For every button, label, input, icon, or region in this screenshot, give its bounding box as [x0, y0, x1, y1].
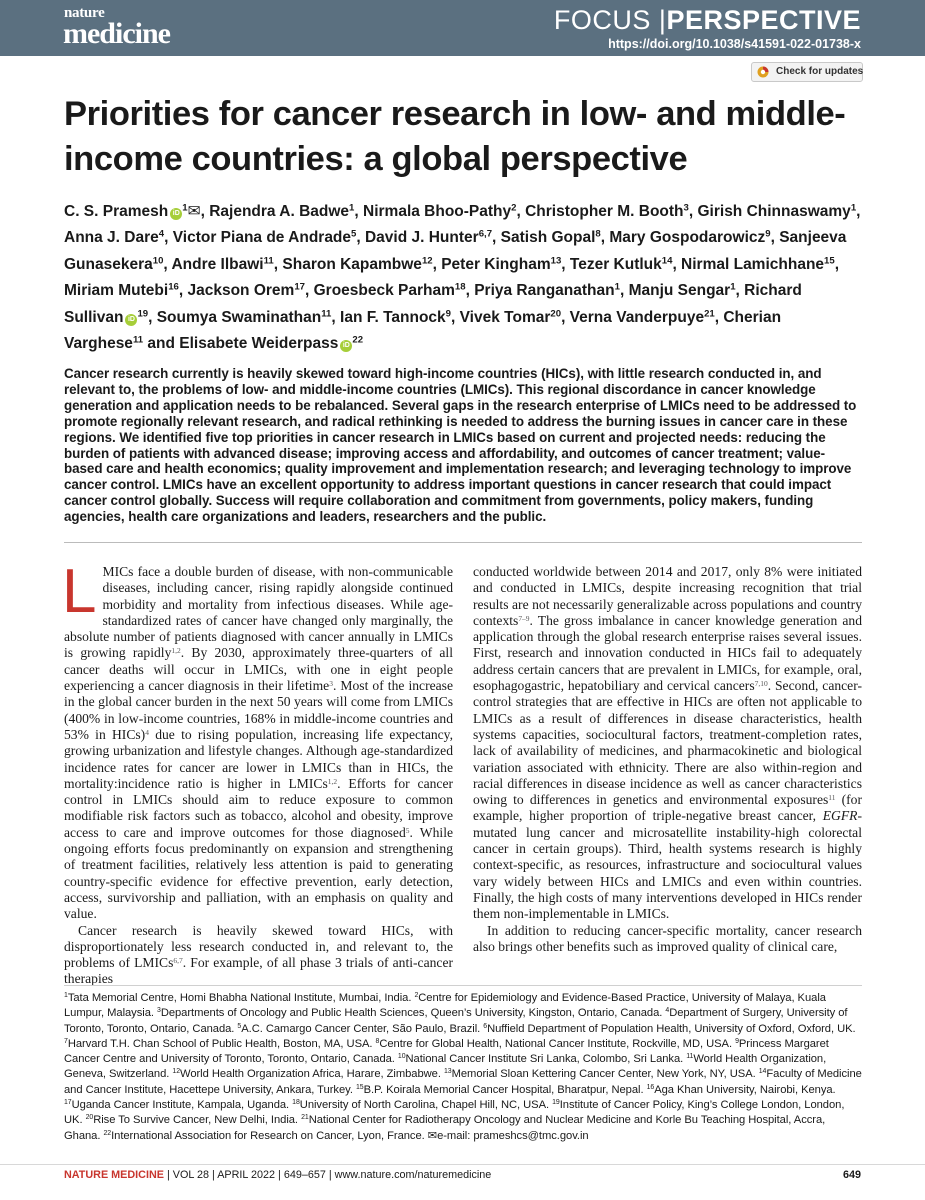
section-type: PERSPECTIVE — [666, 5, 861, 35]
body-paragraph: In addition to reducing cancer-specific mortality, cancer research also brings other benefits such as improved quality of clinical care, — [473, 922, 862, 954]
footer-details: | VOL 28 | APRIL 2022 | 649–657 | www.nature.com/naturemedicine — [163, 1169, 492, 1181]
orcid-icon[interactable]: iD — [340, 340, 352, 352]
footer-journal: NATURE MEDICINE — [64, 1169, 164, 1181]
article-title: Priorities for cancer research in low- and middle-income countries: a global perspective — [64, 95, 846, 178]
check-updates-label: Check for updates — [776, 66, 864, 77]
orcid-icon[interactable]: iD — [170, 208, 182, 220]
email-icon: ✉ — [427, 1129, 438, 1142]
journal-logo-nature: nature — [64, 5, 105, 21]
article-section — [554, 5, 861, 35]
email-link[interactable]: prameshcs@tmc.gov.in — [473, 1129, 589, 1142]
footer-citation — [64, 1169, 491, 1182]
body-paragraph: conducted worldwide between 2014 and 2017, only 8% were initiated and conducted in LMICs, despite increasing recognition that trial results are not necessarily generalizable across populations and country contexts$^{7-9}$. The gross imbalance in cancer knowledge generation and application through the global research enterprise raises several issues. First, research and innovation conducted in HICs fail to adequately address certain cancers that are prevalent in LMICs, for example, oral, esophagogastric, hepatobiliary and cervical cancers$^{7,10}$. Second, cancer-control strategies that are effective in HICs are often not applicable to LMICs as a result of differences in disease characteristics, health systems capacities, sociocultural factors, treatment-completion rates, lack of availability of medicines, and pharmacokinetic and biological variation associated with ethnicity. There are also within-region and racial differences in disease incidence as well as cancer characteristics owing to differences in genetics and environmental exposures$^{11}$ (for example, higher proportion of triple-negative breast cancer, EGFR-mutated lung cancer and microsatellite instability-high colorectal cancer in certain groups). Third, health systems research is highly context-specific, as resources, infrastructure and sociocultural values vary widely between HICs and LMICs and even within countries. Finally, the high costs of many interventions developed in HICs render them non-implementable in LMICs. — [473, 564, 863, 922]
journal-header-bar — [0, 0, 925, 56]
doi-link[interactable]: https://doi.org/10.1038/s41591-022-01738-x — [608, 37, 861, 51]
orcid-icon[interactable]: iD — [125, 314, 137, 326]
footer-divider — [0, 1164, 925, 1165]
abstract: Cancer research currently is heavily skewed toward high-income countries (HICs), with little research conducted in, and relevant to, the problems of low- and middle-income countries (LMICs). This regional discordance in cancer knowledge generation and application needs to be rebalanced. Several gaps in the research enterprise of LMICs need to be addressed to promote regionally relevant research, and radical rethinking is needed to address the burning issues in cancer care in these regions. We identified five top priorities in cancer research in LMICs based on current and projected needs: reducing the burden of patients with advanced disease; improving access and affordability, and outcomes of cancer treatment; value-based care and health economics; quality improvement and implementation research; and leveraging technology to improve cancer control. LMICs have an excellent opportunity to address important questions in cancer research that could impact cancer control globally. Success will require collaboration and commitment from governments, policy makers, funding agencies, health care organizations and leaders, researchers and the public. — [64, 366, 857, 525]
email-icon: ✉ — [187, 203, 201, 220]
author-list: C. S. Pramesh iD $^1$✉, Rajendra A. Badwe$^1$, Nirmala Bhoo-Pathy$^2$, Christopher M. Booth$^3$, Girish Chinnaswamy$^1$, Anna J. Dare$^4$, Victor Piana de Andrade$^5$, David J. Hunter$^{6,7}$, Satish Gopal$^8$, Mary Gospodarowicz$^9$, Sanjeeva Gunasekera$^{10}$, Andre Ilbawi$^{11}$, Sharon Kapambwe$^{12}$, Peter Kingham$^{13}$, Tezer Kutluk$^{14}$, Nirmal Lamichhane$^{15}$, Miriam Mutebi$^{16}$, Jackson Orem$^{17}$, Groesbeck Parham$^{18}$, Priya Ranganathan$^1$, Manju Sengar$^1$, Richard Sullivan iD $^{19}$, Soumya Swaminathan$^{11}$, Ian F. Tannock$^9$, Vivek Tomar$^{20}$, Verna Vanderpuye$^{21}$, Cherian Varghese$^{11}$ and Elisabete Weiderpass iD $^{22}$ — [64, 202, 861, 353]
affiliations: $^1$Tata Memorial Centre, Homi Bhabha National Institute, Mumbai, India. $^2$Centre for Epidemiology and Evidence-Based Practice, University of Malaya, Kuala Lumpur, Malaysia. $^3$Departments of Oncology and Public Health Sciences, Queen’s University, Kingston, Ontario, Canada. $^4$Department of Surgery, University of Toronto, Toronto, Ontario, Canada. $^5$A.C. Camargo Cancer Center, São Paulo, Brazil. $^6$Nuffield Department of Population Health, University of Oxford, Oxford, UK. $^7$Harvard T.H. Chan School of Public Health, Boston, MA, USA. $^8$Centre for Global Health, National Cancer Institute, Rockville, MD, USA. $^9$Princess Margaret Cancer Centre and University of Toronto, Toronto, Ontario, Canada. $^{10}$National Cancer Institute Sri Lanka, Colombo, Sri Lanka. $^{11}$World Health Organization, Geneva, Switzerland. $^{12}$World Health Organization Africa, Harare, Zimbabwe. $^{13}$Memorial Sloan Kettering Cancer Center, New York, NY, USA. $^{14}$Faculty of Medicine and Cancer Institute, Hacettepe University, Ankara, Turkey. $^{15}$B.P. Koirala Memorial Cancer Hospital, Bharatpur, Nepal. $^{16}$Aga Khan University, Nairobi, Kenya. $^{17}$Uganda Cancer Institute, Kampala, Uganda. $^{18}$University of North Carolina, Chapel Hill, NC, USA. $^{19}$Institute of Cancer Policy, King’s College London, London, UK. $^{20}$Rise To Survive Cancer, New Delhi, India. $^{21}$National Center for Radiotherapy Oncology and Nuclear Medicine and Korle Bu Teaching Hospital, Accra, Ghana. $^{22}$International Association for Research on Cancer, Lyon, France. ✉e-mail: prameshcs@tmc.gov.in — [64, 992, 862, 1142]
drop-cap: L — [62, 557, 97, 626]
check-for-updates-button[interactable] — [751, 62, 863, 82]
affiliations-divider — [64, 985, 862, 986]
body-paragraph: L MICs face a double burden of disease, with non-communicable diseases, including cancer, rising rapidly alongside continued morbidity and mortality from infectious diseases. While age-standardized rates of cancer have changed only marginally, the absolute number of patients diagnosed with cancer annually in LMICs is growing rapidly$^{1,2}$. By 2030, approximately three-quarters of all cancer deaths will occur in LMICs, with one in eight people experiencing a cancer diagnosis in their lifetime$^3$. Most of the increase in the global cancer burden in the next 50 years will come from LMICs (400% in low-income countries, 168% in middle-income countries and 53% in HICs)$^4$ due to rising population, increasing life expectancy, growing urbanization and lifestyle changes. Although age-standardized incidence rates for cancer are lower in LMICs than in HICs, the mortality:incidence ratio is higher in LMICs$^{1,2}$. Efforts for cancer control in LMICs should aim to reduce exposure to common modifiable risk factors such as tobacco, alcohol and obesity, improve access to care and improve outcomes for those diagnosed$^5$. While ongoing efforts focus predominantly on expansion and strengthening of treatment facilities, relatively less attention is paid to generating country-specific evidence for effective prevention, early detection, access, survivorship and palliation, with an emphasis on quality and value. — [62, 557, 454, 922]
check-updates-icon — [757, 66, 769, 78]
body-column-right — [473, 564, 862, 955]
section-separator: | — [658, 5, 667, 35]
journal-logo-medicine: medicine — [63, 17, 170, 50]
section-focus: FOCUS — [553, 5, 651, 35]
body-paragraph: Cancer research is heavily skewed toward HICs, with disproportionately less research conducted in, and relevant to, the problems of LMICs$^{6,7}$. For example, of all phase 3 trials of anti-cancer therapies — [64, 922, 454, 987]
page-number: 649 — [842, 1169, 861, 1181]
body-column-left — [62, 557, 454, 988]
abstract-divider — [64, 542, 862, 543]
